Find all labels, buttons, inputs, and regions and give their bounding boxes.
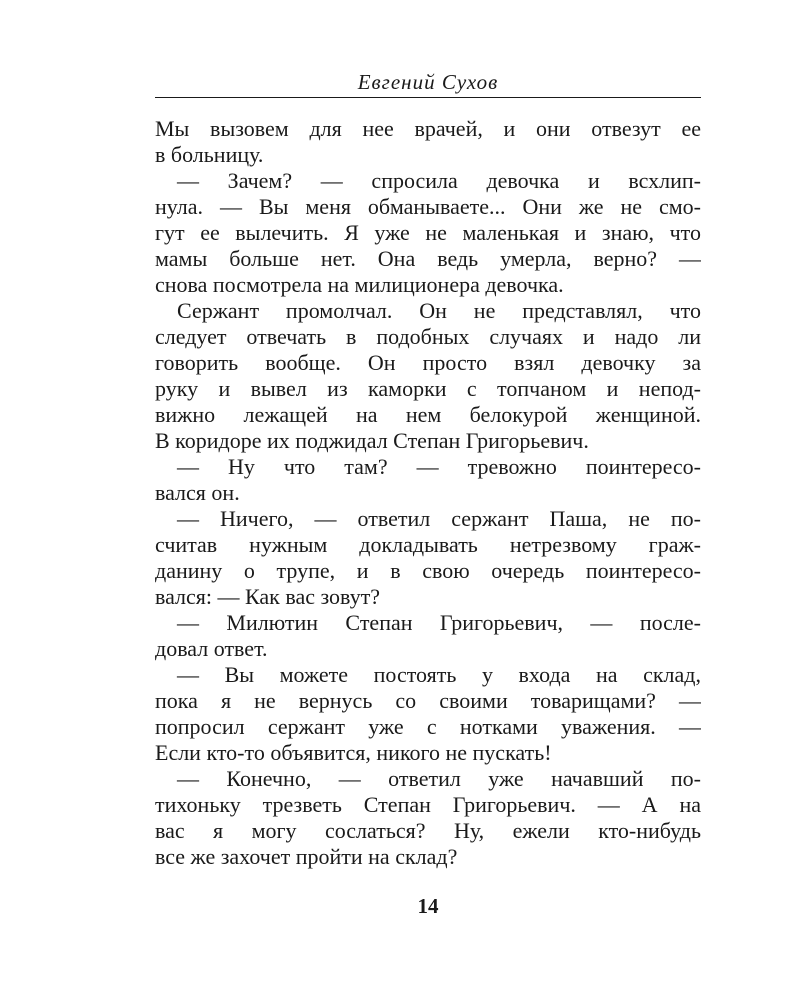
text-line: следует отвечать в подобных случаях и надо ли bbox=[155, 324, 701, 349]
text-line: Сержант промолчал. Он не представлял, что bbox=[177, 298, 701, 323]
text-line: вался он. bbox=[155, 480, 240, 505]
text-line: — Ну что там? — тревожно поинтересо- bbox=[177, 454, 701, 479]
text-line: — Зачем? — спросила девочка и всхлип- bbox=[177, 168, 701, 193]
text-line: руку и вывел из каморки с топчаном и непод- bbox=[155, 376, 701, 401]
text-line: нула. — Вы меня обманываете... Они же не смо- bbox=[155, 194, 701, 219]
body-text bbox=[155, 116, 701, 870]
text-line: тихоньку трезветь Степан Григорьевич. — А на bbox=[155, 792, 701, 817]
text-line: пока я не вернусь со своими товарищами? — bbox=[155, 688, 701, 713]
text-line: считав нужным докладывать нетрезвому граж- bbox=[155, 532, 701, 557]
text-line: — Милютин Степан Григорьевич, — после- bbox=[177, 610, 701, 635]
text-line: вижно лежащей на нем белокурой женщиной. bbox=[155, 402, 701, 427]
text-line: вас я могу сослаться? Ну, ежели кто-нибудь bbox=[155, 818, 701, 843]
text-line: — Конечно, — ответил уже начавший по- bbox=[177, 766, 701, 791]
text-line: — Вы можете постоять у входа на склад, bbox=[177, 662, 701, 687]
text-line: Мы вызовем для нее врачей, и они отвезут ее bbox=[155, 116, 701, 141]
text-line: в больницу. bbox=[155, 142, 264, 167]
text-line: снова посмотрела на милиционера девочка. bbox=[155, 272, 564, 297]
text-line: В коридоре их поджидал Степан Григорьевич. bbox=[155, 428, 589, 453]
text-line: довал ответ. bbox=[155, 636, 268, 661]
text-line: мамы больше нет. Она ведь умерла, верно? — bbox=[155, 246, 701, 271]
page-number: 14 bbox=[417, 894, 439, 918]
text-line: — Ничего, — ответил сержант Паша, не по- bbox=[177, 506, 701, 531]
text-line: данину о трупе, и в свою очередь поинтересо- bbox=[155, 558, 701, 583]
text-line: все же захочет пройти на склад? bbox=[155, 844, 458, 869]
text-line: гут ее вылечить. Я уже не маленькая и знаю, что bbox=[155, 220, 701, 245]
text-line: Если кто-то объявится, никого не пускать! bbox=[155, 740, 552, 765]
text-line: говорить вообще. Он просто взял девочку за bbox=[155, 350, 701, 375]
header-rule bbox=[155, 97, 701, 98]
text-line: попросил сержант уже с нотками уважения. — bbox=[155, 714, 701, 739]
text-line: вался: — Как вас зовут? bbox=[155, 584, 381, 609]
running-head: Евгений Сухов bbox=[357, 70, 499, 94]
